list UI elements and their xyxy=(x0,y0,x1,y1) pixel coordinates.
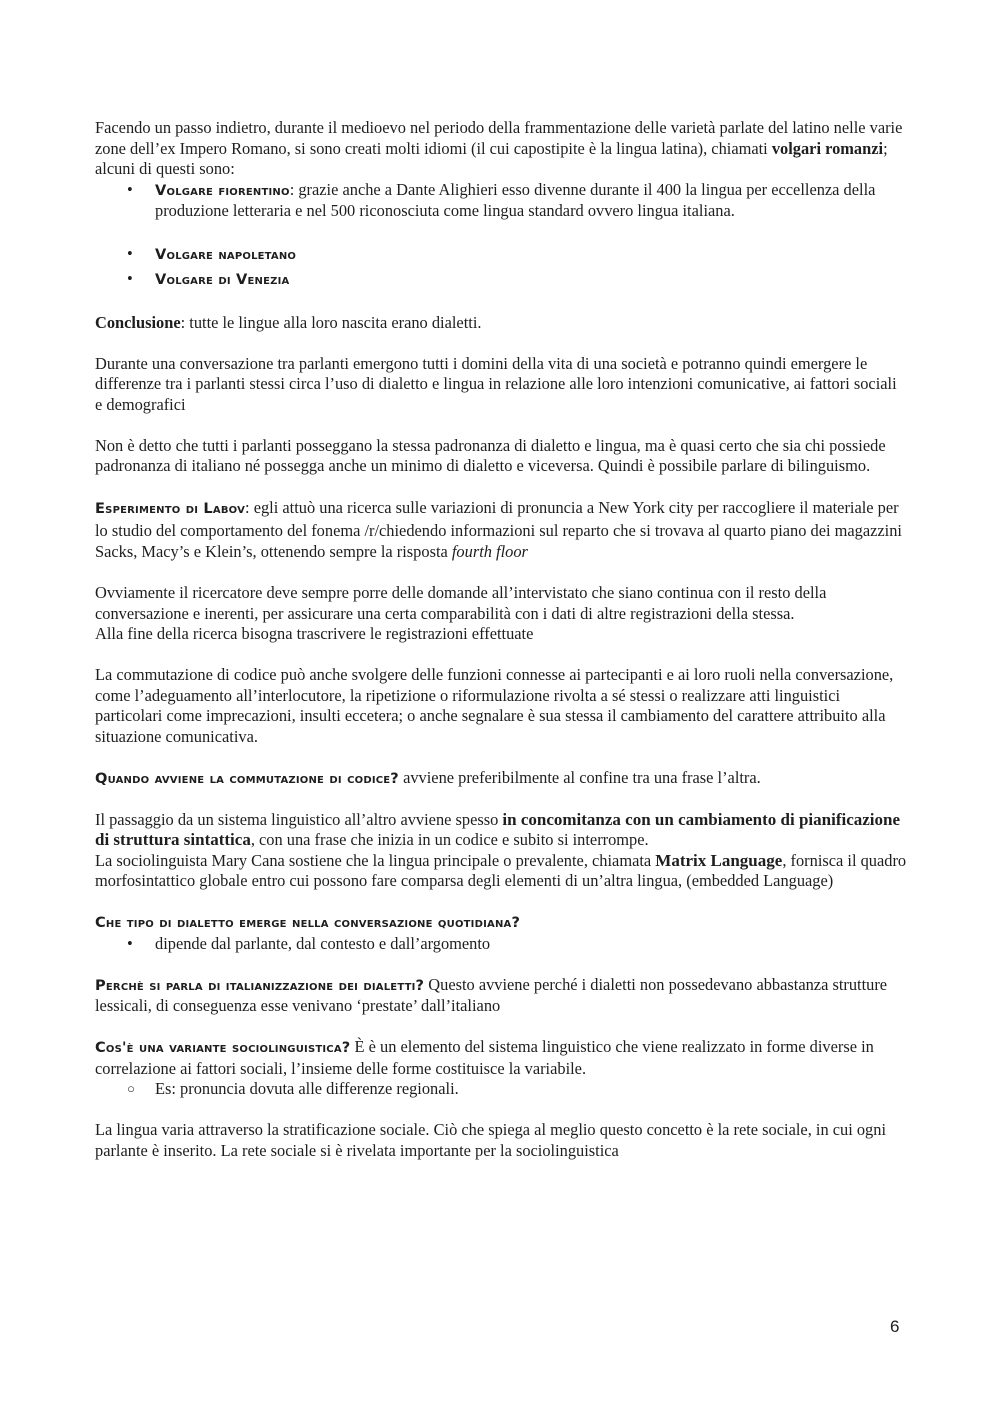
bullet-icon: • xyxy=(127,244,133,263)
heading-quando: Quando avviene la commutazione di codice? xyxy=(95,769,399,787)
che-tipo-heading: Che tipo di dialetto emerge nella conversazione quotidiana? xyxy=(95,914,521,931)
heading-volgare-venezia: Volgare di Venezia xyxy=(155,271,290,288)
che-tipo-list xyxy=(95,934,907,955)
variante-paragraph: Cos'è una variante sociolinguistica? È è un elemento del sistema linguistico che viene realizzato in forme diverse in correlazione ai fattori sociali, l’insieme delle forme costituisce la variabile. xyxy=(95,1037,874,1078)
list-item xyxy=(95,267,907,292)
volgari-romanzi-term: volgari romanzi xyxy=(771,138,884,158)
ricercatore-paragraph: Ovviamente il ricercatore deve sempre porre delle domande all’intervistato che siano continua con il resto della conversazione e inerenti, per assicurare una certa comparabilità con i dati di altre registrazioni della stessa. xyxy=(95,583,827,623)
heading-labov: Esperimento di Labov xyxy=(95,500,246,517)
labov-paragraph: Esperimento di Labov: egli attuò una ricerca sulle variazioni di pronuncia a New York city per raccogliere il materiale per lo studio del comportamento del fonema /r/chiedendo informazioni sul reparto che si trovava al quarto piano dei magazzini Sacks, Macy’s e Klein’s, ottenendo sempre la risposta fourth floor xyxy=(95,498,902,561)
commutazione-paragraph: La commutazione di codice può anche svolgere delle funzioni connesse ai partecipanti e ai loro ruoli nella conversazione, come l’adeguamento all’interlocutore, la ripetizione o riformulazione rivolta a sé stessi o realizzare atti linguistici particolari come imprecazioni, insulti eccetera; o anche segnalare è sua stessa il cambiamento del carattere attribuito alla situazione comunicativa. xyxy=(95,665,894,746)
perche-paragraph: Perchè si parla di italianizzazione dei dialetti? Questo avviene perché i dialetti non possedevano abbastanza strutture lessicali, di conseguenza esse venivano ‘prestate’ dall’italiano xyxy=(95,974,888,1015)
page-number: 6 xyxy=(890,1317,900,1336)
trascrizione-paragraph: Alla fine della ricerca bisogna trascrivere le registrazioni effettuate xyxy=(95,624,534,643)
bilinguismo-paragraph: Non è detto che tutti i parlanti posseggano la stessa padronanza di dialetto e lingua, ma è quasi certo che sia chi possiede padronanza di italiano né possegga anche un minimo di dialetto e viceversa. Quindi è possibile parlare di bilinguismo. xyxy=(95,435,886,475)
circle-bullet-icon: ○ xyxy=(127,1081,135,1096)
conversazione-paragraph: Durante una conversazione tra parlanti emergono tutti i domini della vita di una società e potranno quindi emergere le differenze tra i parlanti stessi circa l’uso di dialetto e lingua in relazione alle loro intenzioni comunicative, ai fattori sociali e demografici xyxy=(95,353,897,414)
heading-variante: Cos'è una variante sociolinguistica? xyxy=(95,1039,351,1056)
list-item: ○ Es: pronuncia dovuta alle differenze regionali. xyxy=(127,1079,459,1098)
heading-volgare-napoletano: Volgare napoletano xyxy=(155,246,297,263)
mary-cana-paragraph: La sociolinguista Mary Cana sostiene che la lingua principale o prevalente, chiamata Matrix Language, fornisca il quadro morfosintattico globale entro cui possono fare comparsa degli elementi di un’altra lingua, (embedded Language) xyxy=(95,850,907,890)
list-item xyxy=(95,242,907,267)
heading-volgare-fiorentino: Volgare fiorentino xyxy=(155,181,290,199)
intro-paragraph: Facendo un passo indietro, durante il medioevo nel periodo della frammentazione delle varietà parlate del latino nelle varie zone dell’ex Impero Romano, si sono creati molti idiomi (il cui capostipite è la lingua latina), chiamati volgari romanzi; alcuni di questi sono: xyxy=(95,118,903,178)
bullet-icon: • xyxy=(127,179,133,199)
conclusione-paragraph: Conclusione: tutte le lingue alla loro nascita erano dialetti. xyxy=(95,312,482,332)
bullet-icon: • xyxy=(127,933,133,953)
volgari-list xyxy=(95,180,907,222)
list-item: • dipende dal parlante, dal contesto e dall’argomento xyxy=(127,933,491,953)
variante-list xyxy=(95,1079,907,1100)
quando-paragraph: Quando avviene la commutazione di codice? avviene preferibilmente al confine tra una frase l’altra. xyxy=(95,767,761,787)
document-page xyxy=(95,118,907,1161)
volgari-list-2 xyxy=(95,242,907,292)
bullet-icon: • xyxy=(127,269,133,288)
heading-perche: Perchè si parla di italianizzazione dei dialetti? xyxy=(95,976,425,994)
rete-sociale-paragraph: La lingua varia attraverso la stratificazione sociale. Ciò che spiega al meglio questo concetto è la rete sociale, in cui ogni parlante è inserito. La rete sociale si è rivelata importante per la sociolinguistica xyxy=(95,1120,886,1160)
list-item: • Volgare fiorentino: grazie anche a Dante Alighieri esso divenne durante il 400 la lingua per eccellenza della produzione letteraria e nel 500 riconosciuta come lingua standard ovvero lingua italiana. xyxy=(127,179,876,220)
passaggio-paragraph: Il passaggio da un sistema linguistico all’altro avviene spesso in concomitanza con un cambiamento di pianificazione di struttura sintattica, con una frase che inizia in un codice e subito si interrompe. xyxy=(95,809,901,849)
